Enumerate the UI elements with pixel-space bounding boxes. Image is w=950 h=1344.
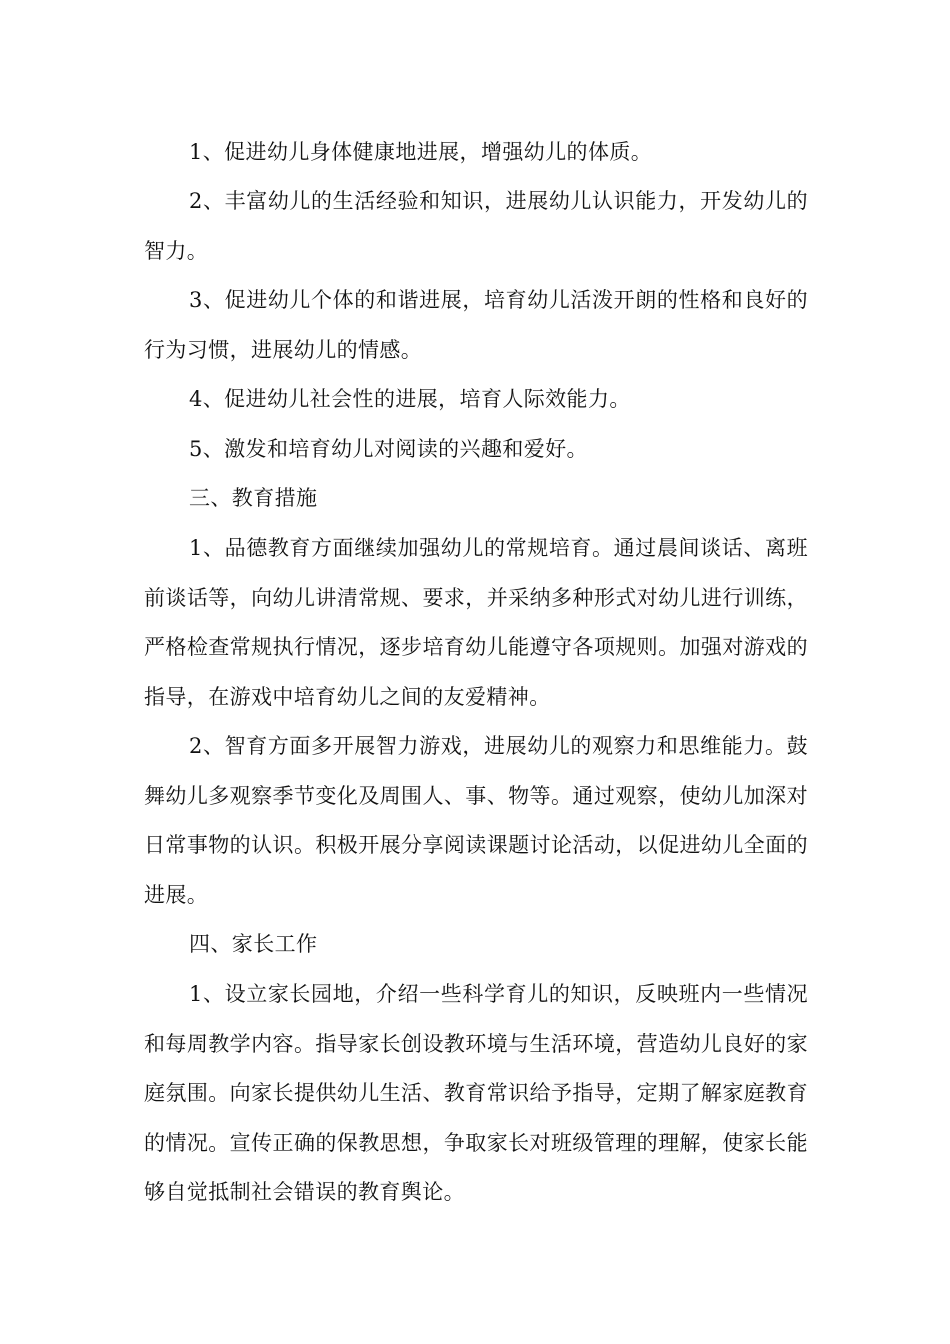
goal-paragraph-4: 4、促进幼儿社会性的进展，培育人际效能力。 [189, 387, 631, 411]
measures-paragraph-1: 1、品德教育方面继续加强幼儿的常规培育。通过晨间谈话、离班前谈话等，向幼儿讲清常规、要求，并采纳多种形式对幼儿进行训练，严格检查常规执行情况，逐步培育幼儿能遵守各项规则。加强对游戏的指导，在游戏中培育幼儿之间的友爱精神。 [144, 536, 808, 709]
measures-paragraph-2: 2、智育方面多开展智力游戏，进展幼儿的观察力和思维能力。鼓舞幼儿多观察季节变化及周围人、事、物等。通过观察，使幼儿加深对日常事物的认识。积极开展分享阅读课题讨论活动，以促进幼儿全面的进展。 [144, 734, 808, 907]
section-heading-parent-work: 四、家长工作 [189, 932, 318, 956]
section-heading-education-measures: 三、教育措施 [189, 486, 318, 510]
goal-paragraph-1: 1、促进幼儿身体健康地进展，增强幼儿的体质。 [189, 140, 653, 164]
goal-paragraph-3: 3、促进幼儿个体的和谐进展，培育幼儿活泼开朗的性格和良好的行为习惯，进展幼儿的情感。 [144, 288, 808, 362]
parent-work-paragraph-1: 1、设立家长园地，介绍一些科学育儿的知识，反映班内一些情况和每周教学内容。指导家长创设教环境与生活环境，营造幼儿良好的家庭氛围。向家长提供幼儿生活、教育常识给予指导，定期了解家庭教育的情况。宣传正确的保教思想，争取家长对班级管理的理解，使家长能够自觉抵制社会错误的教育舆论。 [144, 982, 808, 1204]
goal-paragraph-5: 5、激发和培育幼儿对阅读的兴趣和爱好。 [189, 437, 588, 461]
goal-paragraph-2: 2、丰富幼儿的生活经验和知识，进展幼儿认识能力，开发幼儿的智力。 [144, 189, 808, 263]
